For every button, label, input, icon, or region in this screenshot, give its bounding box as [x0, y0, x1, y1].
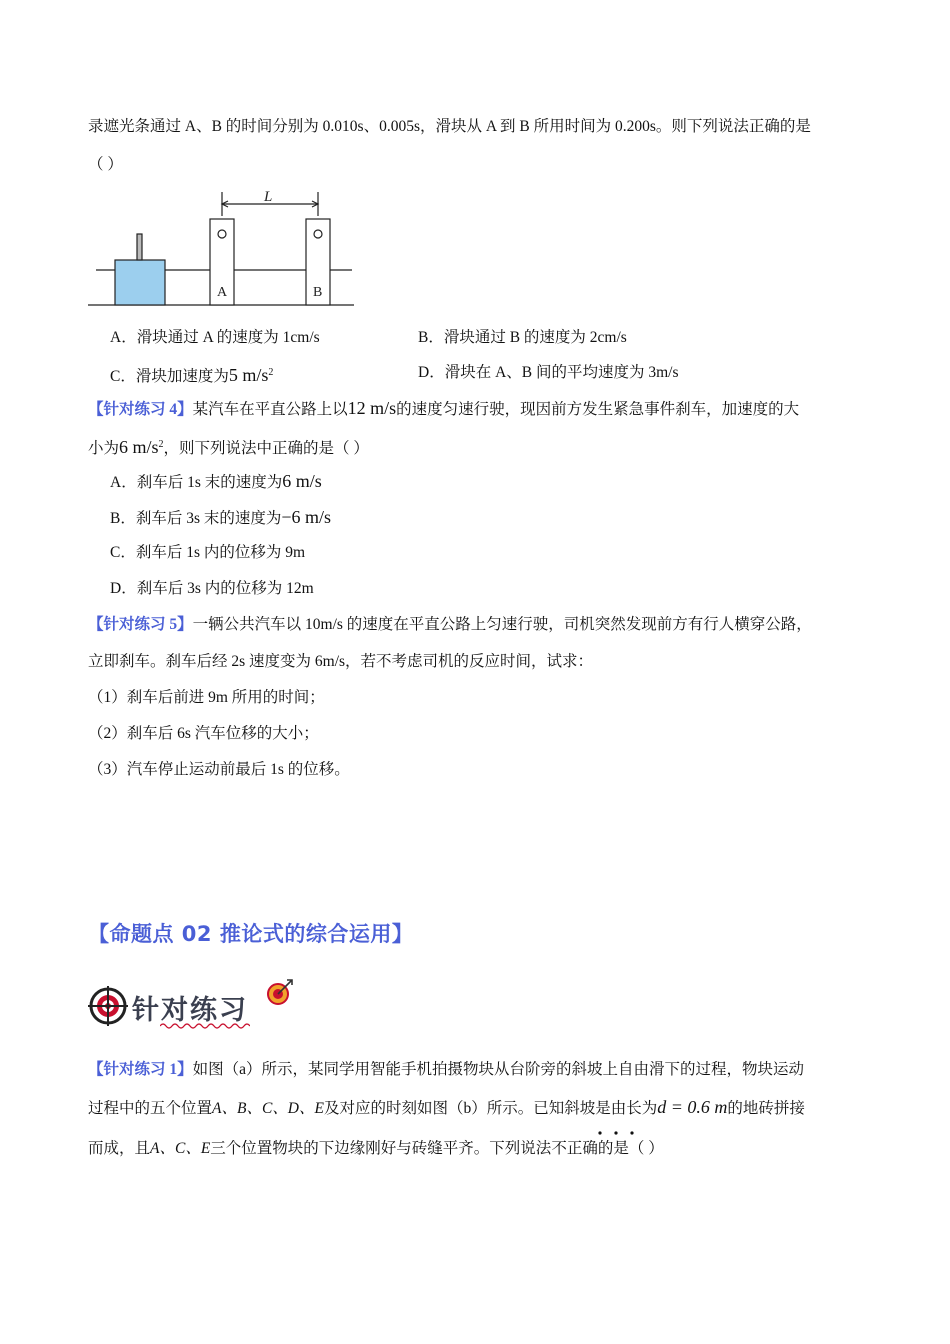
exercise-5-sub-1: （1）刹车后前进 9m 所用的时间； [88, 689, 325, 706]
exercise-5-line-2: 立即刹车。刹车后经 2s 速度变为 6m/s，若不考虑司机的反应时间，试求： [88, 653, 594, 670]
text-span: 的地砖拼接 [727, 1100, 805, 1117]
text-span: 如图（a）所示，某同学用智能手机拍摄物块从台阶旁的斜坡上自由滑下的过程，物块运动 [192, 1061, 805, 1078]
emphasis-dots [593, 1130, 653, 1136]
math-value: 6 m/s [282, 471, 322, 491]
exercise-1-line-1 [88, 1059, 804, 1081]
dart-target-icon [266, 978, 294, 1006]
exercise-4-line-2 [88, 434, 369, 460]
exercise-5-line-1 [88, 614, 812, 636]
wavy-underline [160, 1022, 250, 1030]
option-a: A．滑块通过 A 的速度为 1cm/s [110, 329, 320, 346]
math-accel: 6 m/s [119, 437, 159, 458]
text-span: 一辆公共汽车以 10m/s 的速度在平直公路上匀速行驶，司机突然发现前方有行人横穿公路， [192, 616, 812, 633]
position-variables: A、C、E [150, 1140, 211, 1157]
exercise-5-sub-3: （3）汽车停止运动前最后 1s 的位移。 [88, 761, 350, 778]
text-span: ，则下列说法中正确的是（ ） [163, 440, 369, 458]
math-speed: 12 m/s [347, 398, 397, 418]
question-text-line: 录遮光条通过 A、B 的时间分别为 0.010s、0.005s，滑块从 A 到 B 所用时间为 0.200s。则下列说法正确的是 [88, 118, 811, 135]
figure-label-a: A [217, 285, 228, 300]
exercise-1-line-2 [88, 1096, 805, 1120]
exercise-4-option-c: C．刹车后 1s 内的位移为 9m [110, 544, 306, 561]
text-span: 三个位置物块的下边缘刚好与砖缝平齐。下列说法 [210, 1140, 552, 1157]
text-span: 而成，且 [88, 1140, 151, 1157]
option-c-text: C．滑块加速度为 [110, 368, 229, 386]
text-span: 的速度匀速行驶，现因前方发生紧急事件刹车，加速度的大 [396, 401, 800, 418]
exercise-5-sub-2: （2）刹车后 6s 汽车位移的大小； [88, 725, 319, 742]
text-span: 及对应的时刻如图（b）所示。已知斜坡是由长为 [323, 1100, 658, 1117]
exercise-4-option-b [110, 506, 331, 530]
math-length: d = 0.6 m [657, 1097, 728, 1117]
figure-label-b: B [313, 285, 323, 300]
exercise-tag: 【针对练习 5】 [88, 616, 193, 633]
emphasized-negation: 不正确 [551, 1140, 598, 1157]
exercise-1-line-3 [88, 1138, 664, 1160]
exercise-4-line-1 [88, 397, 799, 421]
text-span: 的是（ ） [597, 1140, 664, 1157]
text-span: B．刹车后 3s 末的速度为 [110, 510, 282, 527]
figure-label-l: L [264, 189, 273, 205]
option-b: B．滑块通过 B 的速度为 2cm/s [418, 329, 627, 346]
text-span: 某汽车在平直公路上以 [192, 401, 348, 418]
text-span: 小为 [88, 440, 120, 458]
practice-banner [88, 978, 308, 1034]
exercise-tag: 【针对练习 4】 [88, 401, 193, 418]
target-icon [88, 986, 128, 1026]
text-span: 过程中的五个位置 [88, 1100, 213, 1117]
exercise-4-option-d: D．刹车后 3s 内的位移为 12m [110, 580, 314, 597]
exponent: 2 [158, 439, 164, 450]
option-c [110, 362, 273, 388]
option-c-exponent: 2 [268, 367, 274, 378]
text-span: A．刹车后 1s 末的速度为 [110, 474, 283, 491]
option-d: D．滑块在 A、B 间的平均速度为 3m/s [418, 364, 679, 381]
option-c-math: 5 m/s [228, 365, 269, 386]
banner-title: 针对练习 [132, 995, 248, 1026]
section-heading: 【命题点 02 推论式的综合运用】 [88, 922, 414, 946]
exercise-4-option-a [110, 470, 322, 494]
math-value: −6 m/s [281, 507, 332, 527]
photogate-figure [88, 188, 358, 310]
position-variables: A、B、C、D、E [212, 1100, 324, 1117]
answer-bracket: （ ） [88, 156, 123, 173]
exercise-tag: 【针对练习 1】 [88, 1061, 193, 1078]
